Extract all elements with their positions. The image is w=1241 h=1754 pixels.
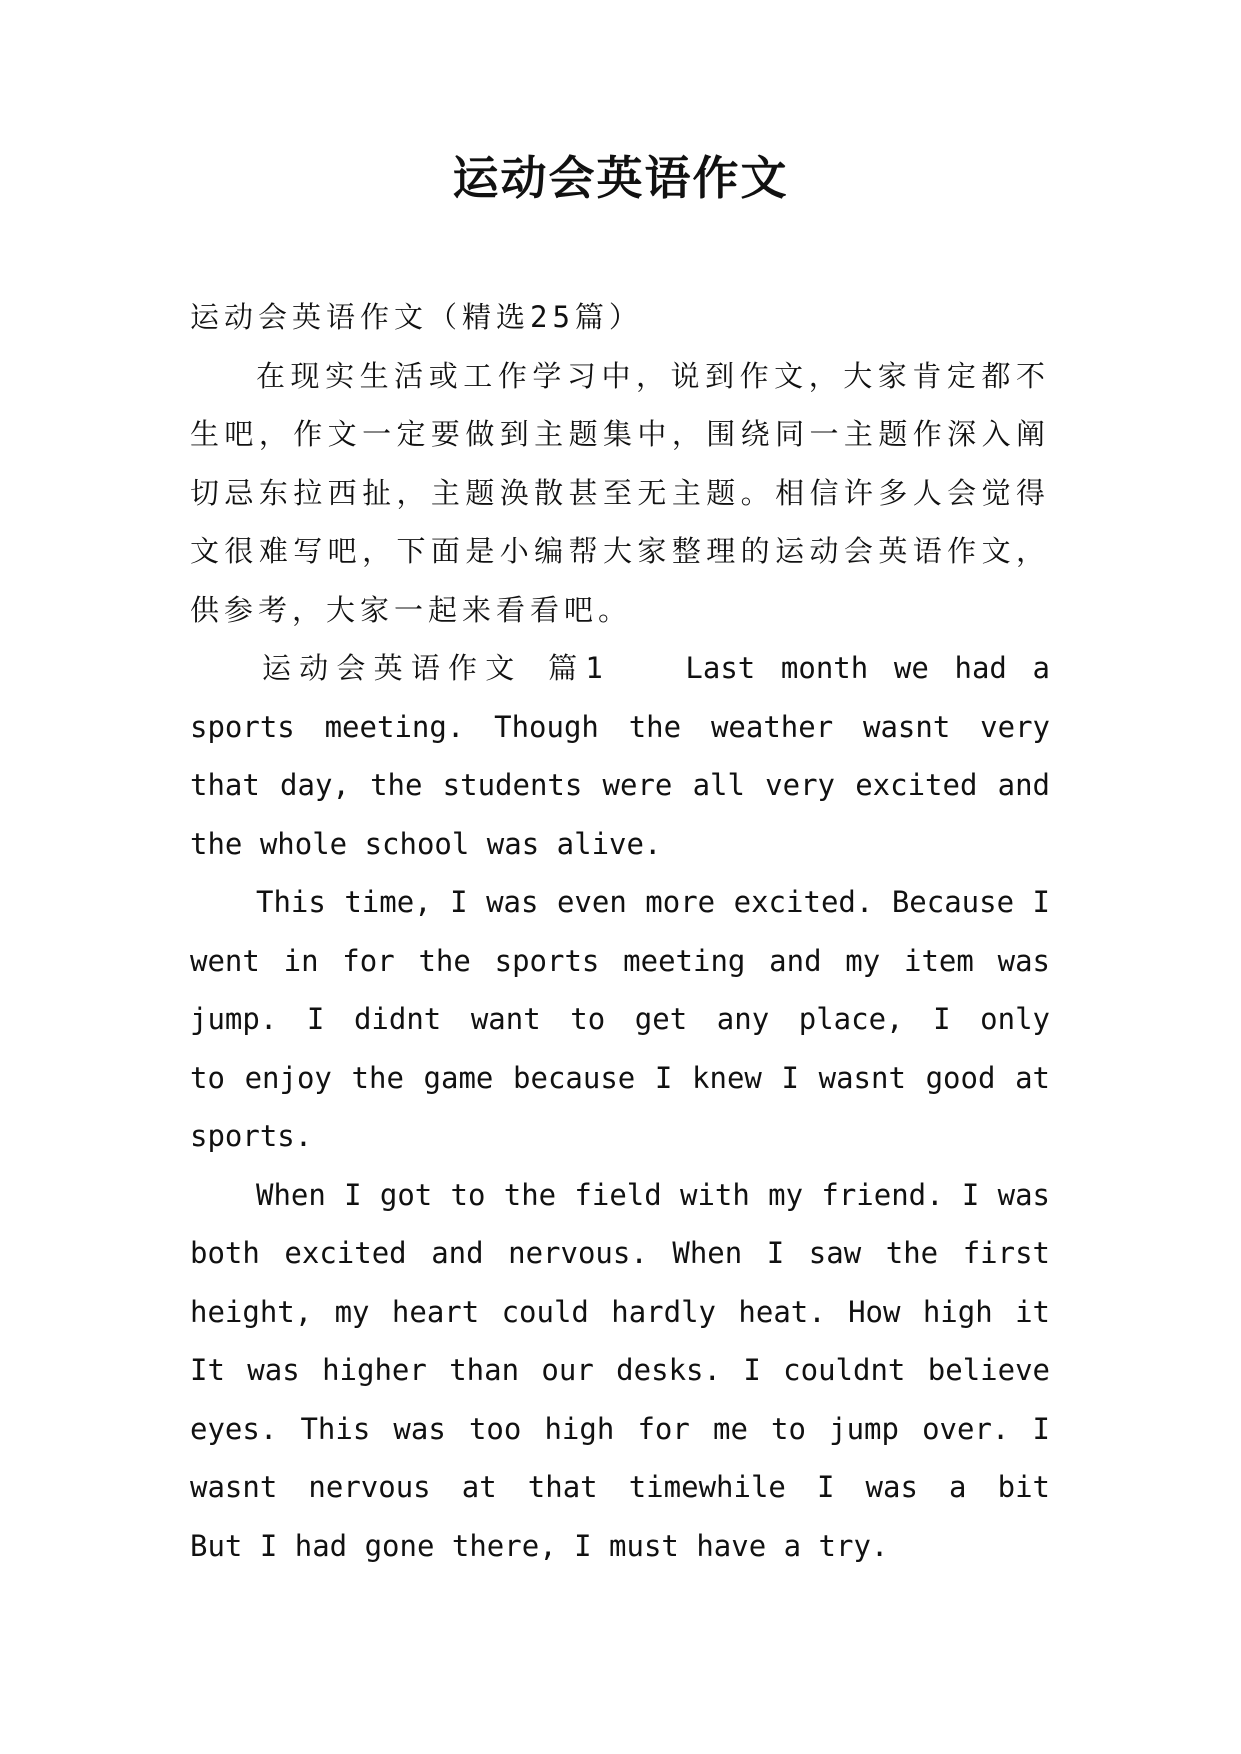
body-line: But I had gone there, I must have a try. <box>190 1528 889 1563</box>
body-line: 生吧，作文一定要做到主题集中，围绕同一主题作深入阐 <box>190 417 1050 451</box>
body-line: 在现实生活或工作学习中，说到作文，大家肯定都不 <box>256 358 1050 393</box>
body-line: eyes. This was too high for me to jump over. I <box>190 1411 1050 1446</box>
body-line: height, my heart could hardly heat. How high it <box>190 1294 1050 1329</box>
section-heading-line: 运动会英语作文 篇1 Last month we had a <box>262 651 1050 685</box>
body-line: 供参考，大家一起来看看吧。 <box>190 592 633 627</box>
body-line: both excited and nervous. When I saw the first <box>190 1236 1050 1270</box>
document-title: 运动会英语作文 <box>452 151 789 205</box>
body-line: went in for the sports meeting and my item was <box>190 943 1050 978</box>
body-line: the whole school was alive. <box>190 826 662 861</box>
body-line: sports. <box>190 1119 313 1153</box>
body-line: This time, I was even more excited. Because I <box>256 885 1050 919</box>
body-line: It was higher than our desks. I couldnt believe <box>190 1353 1050 1387</box>
document-body <box>190 288 1050 1575</box>
body-line: wasnt nervous at that timewhile I was a bit <box>190 1470 1050 1504</box>
body-line: When I got to the field with my friend. I was <box>256 1177 1050 1212</box>
body-line: to enjoy the game because I knew I wasnt good at <box>190 1060 1050 1095</box>
body-line: that day, the students were all very excited and <box>190 768 1050 802</box>
body-line: sports meeting. Though the weather wasnt very <box>190 709 1050 744</box>
subtitle-line: 运动会英语作文（精选25篇） <box>190 300 643 334</box>
body-line: 文很难写吧，下面是小编帮大家整理的运动会英语作文， <box>190 534 1050 568</box>
body-line: 切忌东拉西扯，主题涣散甚至无主题。相信许多人会觉得 <box>190 475 1050 510</box>
body-line: jump. I didnt want to get any place, I only <box>190 1002 1050 1036</box>
